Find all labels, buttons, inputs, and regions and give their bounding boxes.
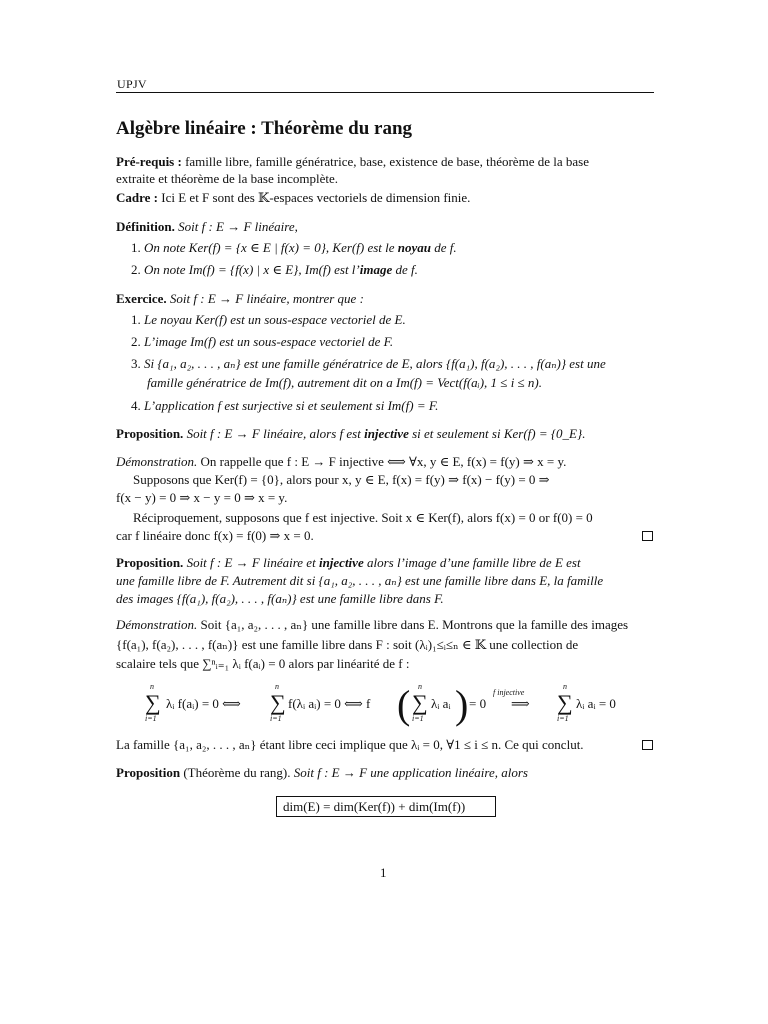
prop1-post: si et seulement si Ker(f) = {0_E}. (408, 426, 586, 441)
prop2-bold: injective (318, 555, 364, 570)
exercice-item-3-num: 3. (131, 356, 141, 371)
prereq-label: Pré-requis : (116, 154, 182, 169)
sum1-sigma: ∑ (145, 690, 161, 715)
definition-item-1-bold: noyau (397, 240, 432, 255)
definition-item-2 (131, 263, 654, 276)
qed-square-icon (642, 740, 653, 750)
prop2-line3: des images {f(a₁), f(a₂), . . . , f(aₙ)} est une famille libre dans F. (116, 591, 444, 606)
sum1-lower: i=1 (145, 714, 157, 723)
demo1-label: Démonstration. (116, 454, 198, 469)
prereq-text1: famille libre, famille génératrice, base, existence de base, théorème de la base (185, 154, 589, 169)
prop1-line (116, 427, 654, 440)
term4: = 0 (469, 696, 487, 711)
sum2-upper: n (275, 682, 279, 691)
demo1-line3: f(x − y) = 0 ⇒ x − y = 0 ⇒ x = y. (116, 490, 288, 505)
demo2-label: Démonstration. (116, 617, 198, 632)
sum2-sigma: ∑ (270, 690, 286, 715)
rank-theorem-formula: dim(E) = dim(Ker(f)) + dim(Im(f)) (283, 799, 466, 814)
exercice-intro: Soit f : E → F linéaire, montrer que : (169, 291, 364, 306)
definition-item-1 (131, 241, 654, 254)
demo2-line3: scalaire tels que ∑ⁿᵢ₌₁ λᵢ f(aᵢ) = 0 alors par linéarité de f : (116, 656, 410, 671)
prop3-text: Soit f : E → F une application linéaire, alors (293, 765, 528, 780)
implies-label: f injective (493, 688, 525, 697)
prop1-label: Proposition. (116, 426, 184, 441)
sum4-lower: i=1 (557, 714, 569, 723)
demo2-conclusion: La famille {a₁, a₂, . . . , aₙ} étant libre ceci implique que λᵢ = 0, ∀1 ≤ i ≤ n. Ce qui conclut. (116, 737, 584, 752)
implies-arrow: ⟹ (511, 696, 530, 711)
definition-heading (116, 220, 654, 233)
display-equation (140, 683, 660, 727)
prop3-paren: (Théorème du rang). (183, 765, 291, 780)
prereq-line1 (116, 155, 654, 168)
exercice-item-2-text: L’image Im(f) est un sous-espace vectoriel de F. (144, 334, 394, 349)
term3: λᵢ aᵢ (431, 696, 451, 711)
exercice-item-4-num: 4. (131, 398, 141, 413)
prop2-pre: Soit f : E → F linéaire et (186, 555, 319, 570)
exercice-item-2 (131, 335, 654, 348)
demo2-line2: {f(a₁), f(a₂), . . . , f(aₙ)} est une famille libre dans F : soit (λᵢ)₁≤ᵢ≤ₙ ∈ 𝕂 une collection de (116, 637, 579, 652)
sum1-upper: n (150, 682, 154, 691)
cadre-label: Cadre : (116, 190, 159, 205)
definition-intro: Soit f : E → F linéaire, (178, 219, 298, 234)
exercice-item-1-num: 1. (131, 312, 141, 327)
definition-label: Définition. (116, 219, 175, 234)
demo2-line1 (116, 618, 654, 631)
definition-item-1-pre: On note Ker(f) = {x ∈ E | f(x) = 0}, Ker(f) est le (144, 240, 398, 255)
header-label: UPJV (117, 77, 147, 91)
page-title: Algèbre linéaire : Théorème du rang (116, 118, 413, 139)
exercice-item-4-text: L’application f est surjective si et seulement si Im(f) = F. (144, 398, 439, 413)
rank-theorem-formula-box (276, 796, 496, 817)
exercice-item-3-line2: famille génératrice de Im(f), autrement dit on a Im(f) = Vect(f(aᵢ), 1 ≤ i ≤ n). (147, 375, 543, 390)
sum3-lower: i=1 (412, 714, 424, 723)
right-paren: ) (455, 682, 469, 727)
cadre-line (116, 191, 654, 204)
cadre-text: Ici E et F sont des 𝕂-espaces vectoriels de dimension finie. (161, 190, 471, 205)
qed-square-icon (642, 531, 653, 541)
term1: λᵢ f(aᵢ) = 0 ⟺ (166, 696, 241, 711)
exercice-heading (116, 292, 654, 305)
sum2-lower: i=1 (270, 714, 282, 723)
definition-item-1-num: 1. (131, 240, 141, 255)
sum3-sigma: ∑ (412, 690, 428, 715)
prop2-post: alors l’image d’une famille libre de E est (363, 555, 581, 570)
prereq-text2: extraite et théorème de la base incomplète. (116, 171, 338, 186)
definition-item-2-pre: On note Im(f) = {f(x) | x ∈ E}, Im(f) est l’ (144, 262, 360, 277)
exercice-item-4 (131, 399, 654, 412)
definition-item-2-post: de f. (392, 262, 418, 277)
prop3-line (116, 766, 654, 779)
exercice-item-3 (131, 357, 654, 370)
demo1-line2: Supposons que Ker(f) = {0}, alors pour x, y ∈ E, f(x) = f(y) ⇒ f(x) − f(y) = 0 ⇒ (133, 472, 550, 487)
demo2-text1: Soit {a₁, a₂, . . . , aₙ} une famille libre dans E. Montrons que la famille des images (200, 617, 629, 632)
demo1-line5: car f linéaire donc f(x) = f(0) ⇒ x = 0. (116, 528, 314, 543)
exercice-item-1 (131, 313, 654, 326)
sum4-upper: n (563, 682, 567, 691)
demo1-text1: On rappelle que f : E → F injective ⟺ ∀x, y ∈ E, f(x) = f(y) ⇒ x = y. (200, 454, 567, 469)
prop3-label: Proposition (116, 765, 181, 780)
left-paren: ( (397, 682, 411, 727)
prop2-label: Proposition. (116, 555, 184, 570)
header-rule (116, 92, 654, 93)
sum4-sigma: ∑ (557, 690, 573, 715)
prop1-bold: injective (364, 426, 409, 441)
exercice-item-3-line1: Si {a₁, a₂, . . . , aₙ} est une famille génératrice de E, alors {f(a₁), f(a₂), . . . , f(aₙ)} est une (144, 356, 606, 371)
definition-item-2-bold: image (359, 262, 393, 277)
prop2-line2: une famille libre de F. Autrement dit si {a₁, a₂, . . . , aₙ} est une famille libre dans E, la famille (116, 573, 604, 588)
definition-item-2-num: 2. (131, 262, 141, 277)
sum3-upper: n (418, 682, 422, 691)
term5: λᵢ aᵢ = 0 (576, 696, 616, 711)
definition-item-1-post: de f. (431, 240, 457, 255)
exercice-item-2-num: 2. (131, 334, 141, 349)
prop2-line1 (116, 556, 654, 569)
term2: f(λᵢ aᵢ) = 0 ⟺ f (288, 696, 371, 711)
prop1-pre: Soit f : E → F linéaire, alors f est (186, 426, 365, 441)
exercice-label: Exercice. (116, 291, 167, 306)
demo1-line4: Réciproquement, supposons que f est injective. Soit x ∈ Ker(f), alors f(x) = 0 or f(0) = 0 (133, 510, 593, 525)
demo1-line1 (116, 455, 654, 468)
page-number: 1 (380, 865, 387, 880)
exercice-item-1-text: Le noyau Ker(f) est un sous-espace vectoriel de E. (144, 312, 406, 327)
